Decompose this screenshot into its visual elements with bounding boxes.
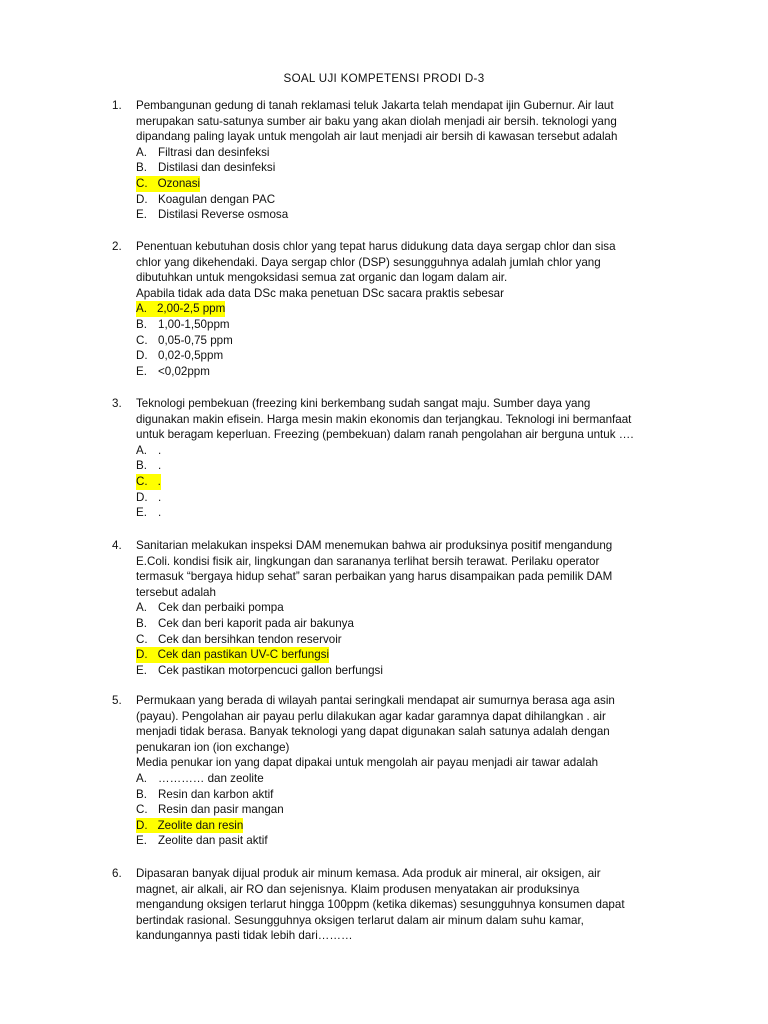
option-text: . [158,490,162,504]
answer-option [136,364,672,380]
option-text: 1,00-1,50ppm [158,317,230,331]
question-text-line: Pembangunan gedung di tanah reklamasi teluk Jakarta telah mendapat ijin Gubernur. Air laut [136,99,614,112]
question-4 [112,538,672,678]
answer-options [136,443,672,521]
answer-option [136,145,672,161]
option-label: A. [136,771,147,785]
document-title: SOAL UJI KOMPETENSI PRODI D-3 [283,72,485,85]
question-6 [112,866,672,944]
question-text-line: penukaran ion (ion exchange) [136,740,290,754]
option-label: B. [136,787,147,801]
option-label: D. [136,490,148,504]
question-text-line: Apabila tidak ada data DSc maka penetuan DSc sacara praktis sebesar [136,286,504,300]
option-label: D. [136,818,158,834]
question-5 [112,693,672,849]
answer-option [136,600,672,616]
question-text [136,693,672,771]
question-number: 6. [112,867,122,880]
option-label: A. [136,601,147,615]
answer-option [136,160,672,176]
option-label: A. [136,145,147,159]
question-text-line: magnet, air alkali, air RO dan sejenisnya. Klaim produsen menyatakan air produksinya [136,882,580,896]
answer-option [136,192,672,208]
option-text: Zeolite dan resin [157,818,244,832]
answer-options [136,771,672,849]
question-text [136,98,672,145]
question-number: 4. [112,539,122,552]
question-text-line: dipandang paling layak untuk mengolah air laut menjadi air bersih di kawasan tersebut adalah [136,130,618,144]
option-label: C. [136,632,148,646]
option-text: 0,05-0,75 ppm [158,333,233,347]
option-label: E. [136,506,147,520]
answer-option [136,207,672,223]
question-text-line: dibutuhkan untuk mengoksidasi semua zat organic dan logam dalam air. [136,271,508,285]
option-label: D. [136,192,148,206]
option-text: Resin dan pasir mangan [158,803,284,817]
option-text: . [158,459,162,473]
question-number: 1. [112,99,122,112]
answer-option-highlighted [136,647,672,663]
option-text: Cek dan beri kaporit pada air bakunya [158,616,354,630]
question-text-line: Penentuan kebutuhan dosis chlor yang tepat harus didukung data daya sergap chlor dan sisa [136,240,616,253]
option-label: C. [136,176,158,192]
option-label: E. [136,834,147,848]
option-text: 0,02-0,5ppm [158,349,224,363]
option-text: <0,02ppm [158,364,210,378]
question-text-line: tersebut adalah [136,585,216,599]
option-label: C. [136,474,158,490]
answer-option-highlighted [136,301,672,317]
question-text [136,866,672,944]
question-text-line: (payau). Pengolahan air payau perlu dilakukan agar kadar garamnya dapat dihilangkan . air [136,709,606,723]
option-label: E. [136,364,147,378]
question-text-line: Dipasaran banyak dijual produk air minum kemasa. Ada produk air mineral, air oksigen, air [136,867,601,880]
option-text: 2,00-2,5 ppm [156,302,226,316]
option-text: Cek dan perbaiki pompa [158,601,284,615]
question-text [136,538,672,600]
question-text-line: untuk beragam keperluan. Freezing (pembekuan) dalam ranah pengolahan air berguna untuk …. [136,428,634,442]
question-text-line: merupakan satu-satunya sumber air baku yang akan diolah menjadi air bersih. teknologi yang [136,114,617,128]
answer-option [136,663,672,679]
answer-options [136,301,672,379]
answer-option [136,348,672,364]
option-label: D. [136,647,158,663]
option-label: E. [136,663,147,677]
option-text: Cek dan pastikan UV-C berfungsi [157,648,330,662]
option-label: B. [136,317,147,331]
question-text-line: bertindak rasional. Sesungguhnya oksigen terlarut dalam air minum dalam suhu kamar, [136,913,584,927]
answer-options [136,600,672,678]
question-text-line: digunakan makin efisein. Harga mesin makin ekonomis dan terjangkau. Teknologi ini bermanfaat [136,412,632,426]
question-text-line: menjadi tidak berasa. Banyak teknologi yang dapat digunakan salah satunya adalah dengan [136,725,610,739]
question-text-line: termasuk “bergaya hidup sehat” saran perbaikan yang harus disampaikan pada pemilik DAM [136,570,613,584]
answer-option [136,490,672,506]
answer-option-highlighted [136,818,672,834]
answer-option [136,616,672,632]
answer-option [136,771,672,787]
question-1 [112,98,672,223]
question-2 [112,239,672,379]
question-3 [112,396,672,521]
answer-option [136,802,672,818]
option-label: E. [136,208,147,222]
question-text-line: mengandung oksigen terlarut hingga 100ppm (ketika dikemas) sesungguhnya konsumen dapat [136,898,625,912]
answer-option-highlighted [136,176,672,192]
option-label: B. [136,616,147,630]
question-text [136,239,672,301]
option-text: Koagulan dengan PAC [158,192,276,206]
question-text-line: Permukaan yang berada di wilayah pantai seringkali mendapat air sumurnya berasa aga asin [136,694,615,707]
answer-option [136,632,672,648]
option-label: D. [136,349,148,363]
option-text: ………… dan zeolite [158,771,264,785]
option-label: B. [136,459,147,473]
option-text: Cek dan bersihkan tendon reservoir [158,632,342,646]
answer-option [136,505,672,521]
question-text-line: Teknologi pembekuan (freezing kini berkembang sudah sangat maju. Sumber daya yang [136,397,591,410]
question-text-line: Media penukar ion yang dapat dipakai untuk mengolah air payau menjadi air tawar adalah [136,756,599,770]
option-text: Distilasi dan desinfeksi [158,161,276,175]
option-label: C. [136,803,148,817]
question-text-line: E.Coli. kondisi fisik air, lingkungan dan sarananya terlihat bersih terawat. Perilaku operator [136,554,600,568]
answer-option-highlighted [136,474,672,490]
option-text: . [158,443,162,457]
option-text: Zeolite dan pasit aktif [158,834,268,848]
question-text-line: chlor yang dikehendaki. Daya sergap chlor (DSP) sesungguhnya adalah jumlah chlor yang [136,255,601,269]
option-text: Cek pastikan motorpencuci gallon berfungsi [158,663,383,677]
option-text: Distilasi Reverse osmosa [158,208,289,222]
option-label: A. [136,301,157,317]
answer-option [136,787,672,803]
answer-option [136,833,672,849]
option-text: Filtrasi dan desinfeksi [158,145,270,159]
option-text: . [158,506,162,520]
answer-option [136,443,672,459]
answer-options [136,145,672,223]
question-number: 3. [112,397,122,410]
question-number: 2. [112,240,122,253]
answer-option [136,458,672,474]
question-number: 5. [112,694,122,707]
answer-option [136,317,672,333]
question-text-line: Sanitarian melakukan inspeksi DAM menemukan bahwa air produksinya positif mengandung [136,539,613,552]
option-text: Ozonasi [157,176,201,190]
answer-option [136,333,672,349]
question-text [136,396,672,443]
option-label: A. [136,443,147,457]
option-label: C. [136,333,148,347]
option-label: B. [136,161,147,175]
question-text-line: kandungannya pasti tidak lebih dari……… [136,929,353,943]
option-text: Resin dan karbon aktif [158,787,274,801]
option-text: . [157,474,161,488]
